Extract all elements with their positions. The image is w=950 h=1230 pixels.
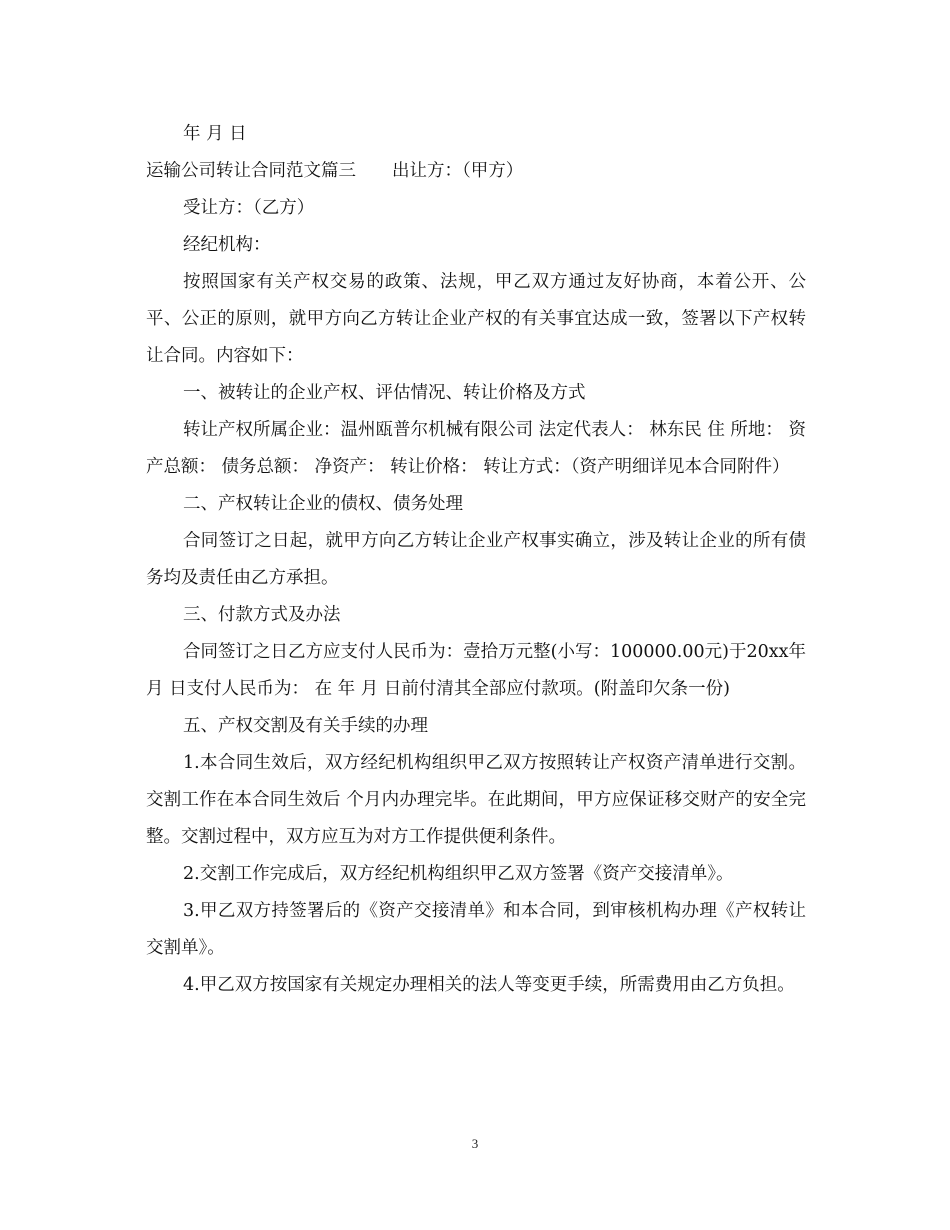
section1-body: 转让产权所属企业：温州瓯普尔机械有限公司 法定代表人： 林东民 住 所地： 资产总额： 债务总额： 净资产： 转让价格： 转让方式：（资产明细详见本合同附件） bbox=[146, 420, 806, 477]
section5-item-1: 1.本合同生效后，双方经纪机构组织甲乙双方按照转让产权资产清单进行交割。交割工作在本合同生效后 个月内办理完毕。在此期间，甲方应保证移交财产的安全完整。交割过程中，双方应互为对方工作提供便利条件。 bbox=[146, 753, 806, 847]
section5-item-2: 2.交割工作完成后，双方经纪机构组织甲乙双方签署《资产交接清单》。 bbox=[183, 864, 734, 884]
document-body bbox=[146, 116, 806, 1004]
section3-body: 合同签订之日乙方应支付人民币为：壹拾万元整(小写：100000.00元)于20xx年 月 日支付人民币为： 在 年 月 日前付清其全部应付款项。(附盖印欠条一份) bbox=[146, 642, 806, 699]
intro-paragraph: 按照国家有关产权交易的政策、法规，甲乙双方通过友好协商，本着公开、公平、公正的原则，就甲方向乙方转让企业产权的有关事宜达成一致，签署以下产权转让合同。内容如下： bbox=[146, 272, 806, 366]
section2-body: 合同签订之日起，就甲方向乙方转让企业产权事实确立，涉及转让企业的所有债务均及责任由乙方承担。 bbox=[146, 531, 806, 588]
section2-heading: 二、产权转让企业的债权、债务处理 bbox=[183, 494, 463, 514]
transferor-label: 出让方：（甲方） bbox=[392, 161, 524, 181]
agency-label: 经纪机构： bbox=[183, 235, 271, 255]
section3-heading: 三、付款方式及办法 bbox=[183, 605, 341, 625]
page-number: 3 bbox=[471, 1136, 479, 1151]
date-line: 年 月 日 bbox=[183, 124, 247, 144]
transferee-label: 受让方：（乙方） bbox=[183, 198, 315, 218]
title-line bbox=[146, 153, 806, 190]
section5-item-3: 3.甲乙双方持签署后的《资产交接清单》和本合同，到审核机构办理《产权转让交割单》。 bbox=[146, 901, 806, 958]
section5-heading: 五、产权交割及有关手续的办理 bbox=[183, 716, 428, 736]
section5-item-4: 4.甲乙双方按国家有关规定办理相关的法人等变更手续，所需费用由乙方负担。 bbox=[183, 975, 795, 995]
document-title: 运输公司转让合同范文篇三 bbox=[146, 161, 356, 181]
section1-heading: 一、被转让的企业产权、评估情况、转让价格及方式 bbox=[183, 383, 586, 403]
